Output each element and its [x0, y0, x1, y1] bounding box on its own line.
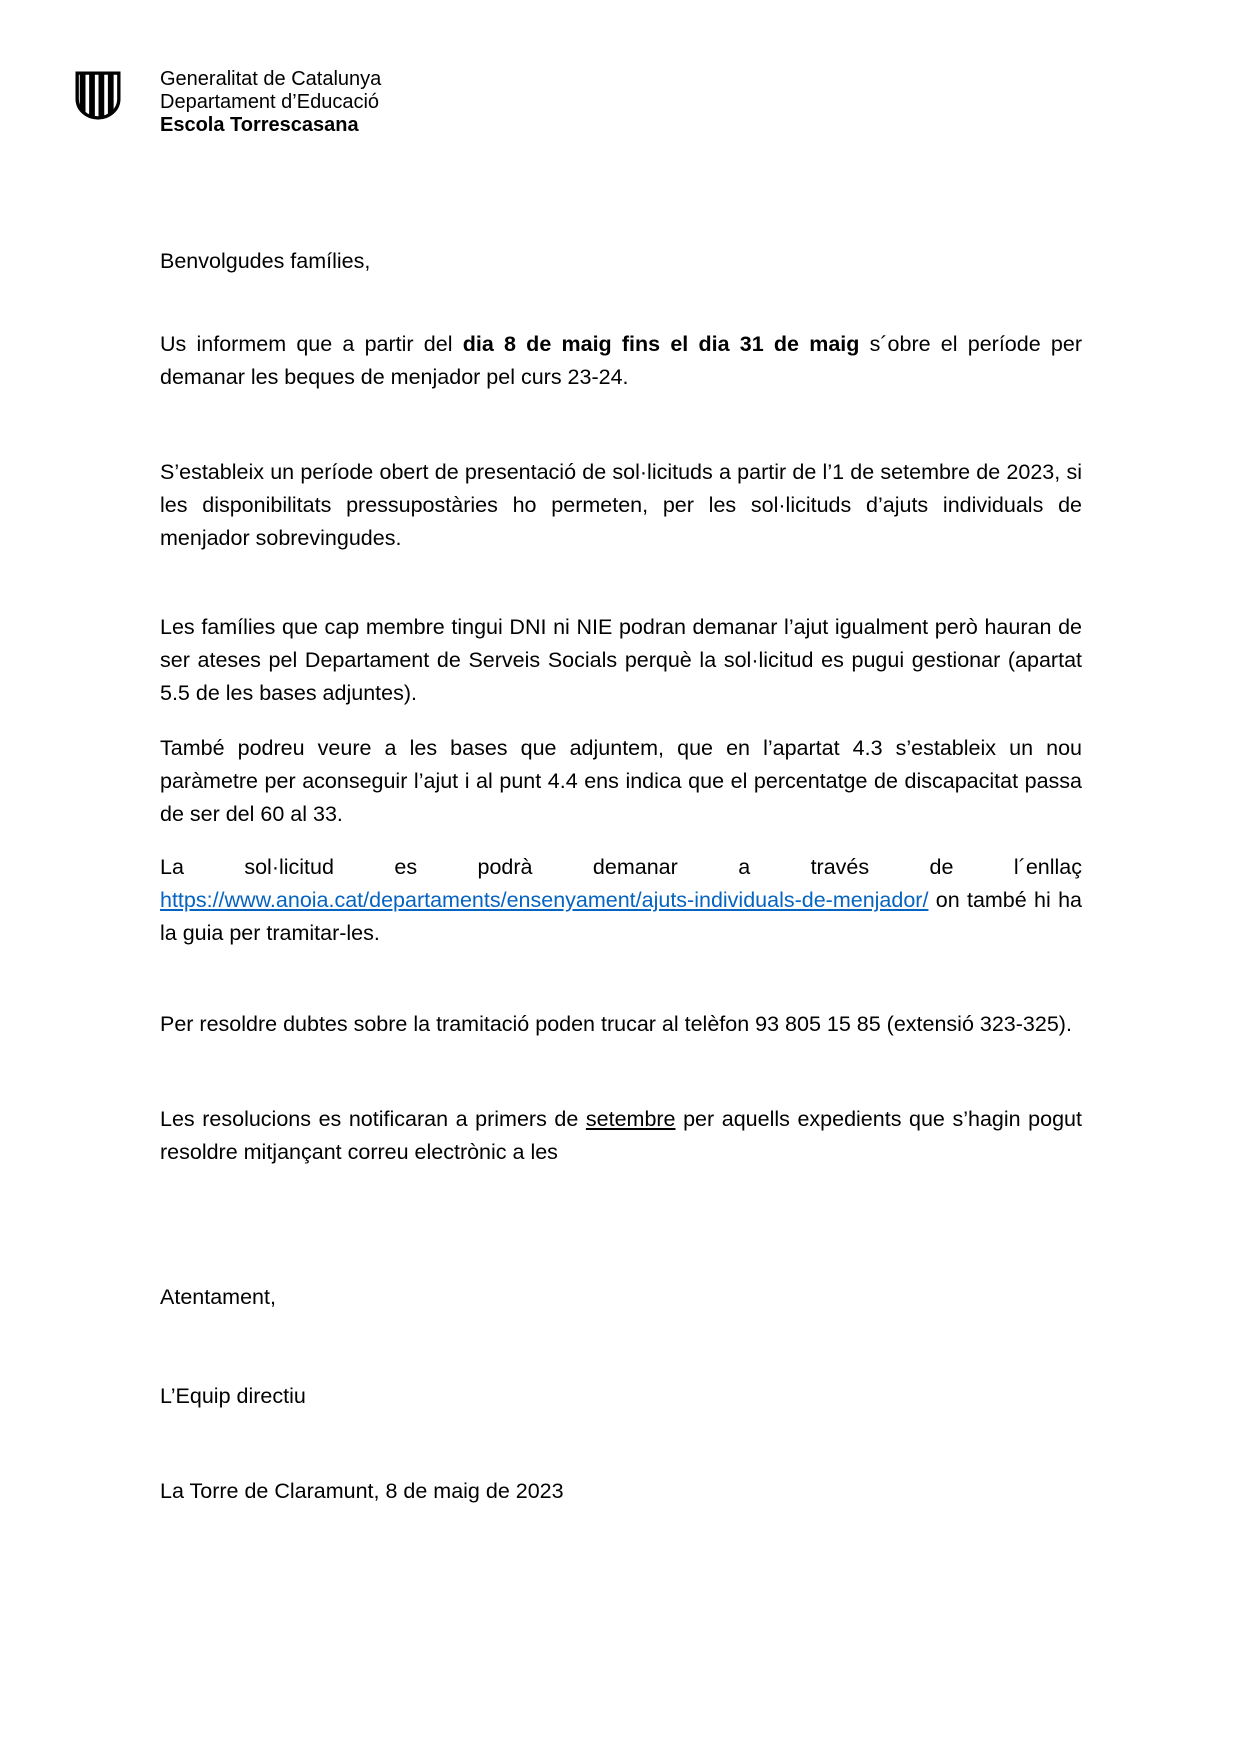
org-name-line2: Departament d’Educació — [160, 91, 380, 113]
paragraph-phone-contact: Per resoldre dubtes sobre la tramitació poden trucar al telèfon 93 805 15 85 (extensió 323-325). — [160, 1012, 1072, 1036]
p7-text-pre: Les resolucions es notificaran a primers de — [160, 1107, 586, 1131]
p5-text-post: on també hi ha la guia per tramitar-les. — [160, 888, 1082, 945]
closing: Atentament, — [160, 1285, 276, 1309]
paragraph-open-period: S’estableix un període obert de presentació de sol·licituds a partir de l’1 de setembre de 2023, si les disponibilitats pressupostàries ho permeten, per les sol·licituds d’ajuts individuals de menjador sobrevingudes. — [160, 460, 1082, 550]
p7-text-post: per aquells expedients que s’hagin pogut resoldre mitjançant correu electrònic a les — [160, 1107, 1082, 1164]
generalitat-senyera-shield-icon — [74, 70, 122, 120]
paragraph-period-announcement — [160, 328, 1082, 394]
dateline: La Torre de Claramunt, 8 de maig de 2023 — [160, 1479, 564, 1503]
p1-text-pre: Us informem que a partir del — [160, 332, 463, 356]
signature: L’Equip directiu — [160, 1384, 306, 1408]
letter-body — [160, 245, 1082, 1508]
p7-setembre-underlined: setembre — [585, 1107, 676, 1131]
p5-text-pre: La sol·licitud es podrà demanar a través de l´enllaç — [160, 855, 1082, 879]
paragraph-application-link — [160, 851, 1082, 950]
letterhead-text — [160, 68, 381, 137]
p1-text-post: s´obre el període per demanar les beques de menjador pel curs 23-24. — [160, 332, 1082, 389]
paragraph-bases-changes: També podreu veure a les bases que adjuntem, que en l’apartat 4.3 s’estableix un nou paràmetre per aconseguir l’ajut i al punt 4.4 ens indica que el percentatge de discapacitat passa de ser del 60 al 33. — [160, 736, 1082, 826]
p1-dates-bold: dia 8 de maig fins el dia 31 de maig — [462, 332, 860, 356]
letterhead — [74, 68, 1082, 137]
application-url-link[interactable]: https://www.anoia.cat/departaments/ensenyament/ajuts-individuals-de-menjador/ — [160, 888, 929, 912]
paragraph-dni-nie: Les famílies que cap membre tingui DNI ni NIE podran demanar l’ajut igualment però hauran de ser ateses pel Departament de Serveis Socials perquè la sol·licitud es pugui gestionar (apartat 5.5 de les bases adjuntes). — [160, 615, 1082, 705]
org-name-line1: Generalitat de Catalunya — [160, 68, 382, 90]
paragraph-resolutions — [160, 1103, 1082, 1169]
salutation: Benvolgudes famílies, — [160, 249, 371, 273]
school-name: Escola Torrescasana — [160, 114, 359, 136]
